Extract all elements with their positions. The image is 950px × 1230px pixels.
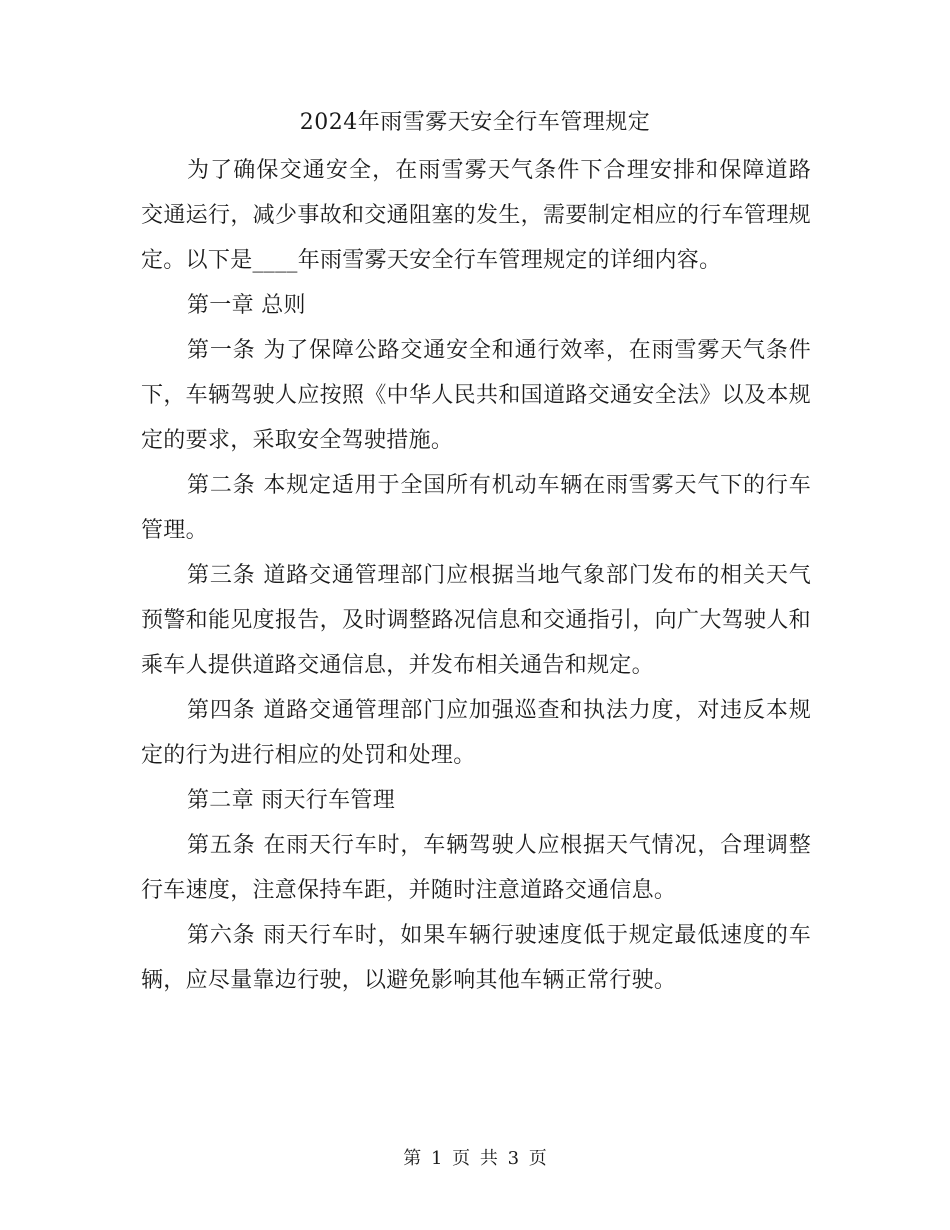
article-paragraph: 第一条 为了保障公路交通安全和通行效率，在雨雪雾天气条件下，车辆驾驶人应按照《中华人民共和国道路交通安全法》以及本规定的要求，采取安全驾驶措施。 [141, 338, 811, 453]
article-paragraph: 第四条 道路交通管理部门应加强巡查和执法力度，对违反本规定的行为进行相应的处罚和处理。 [141, 698, 811, 768]
article-paragraph: 第三条 道路交通管理部门应根据当地气象部门发布的相关天气预警和能见度报告，及时调整路况信息和交通指引，向广大驾驶人和乘车人提供道路交通信息，并发布相关通告和规定。 [141, 563, 811, 678]
document-title: 2024年雨雪雾天安全行车管理规定 [299, 110, 651, 135]
article-paragraph: 第二条 本规定适用于全国所有机动车辆在雨雪雾天气下的行车管理。 [141, 473, 811, 543]
chapter-heading: 第一章 总则 [187, 293, 306, 318]
chapter-heading: 第二章 雨天行车管理 [187, 788, 395, 813]
page-number: 第 1 页 共 3 页 [403, 1148, 547, 1169]
article-paragraph: 第五条 在雨天行车时，车辆驾驶人应根据天气情况，合理调整行车速度，注意保持车距，并随时注意道路交通信息。 [141, 833, 811, 903]
document-body [141, 148, 811, 1003]
article-paragraph: 第六条 雨天行车时，如果车辆行驶速度低于规定最低速度的车辆，应尽量靠边行驶，以避免影响其他车辆正常行驶。 [141, 923, 811, 993]
intro-paragraph: 为了确保交通安全，在雨雪雾天气条件下合理安排和保障道路交通运行，减少事故和交通阻塞的发生，需要制定相应的行车管理规定。以下是____年雨雪雾天安全行车管理规定的详细内容。 [141, 158, 811, 273]
